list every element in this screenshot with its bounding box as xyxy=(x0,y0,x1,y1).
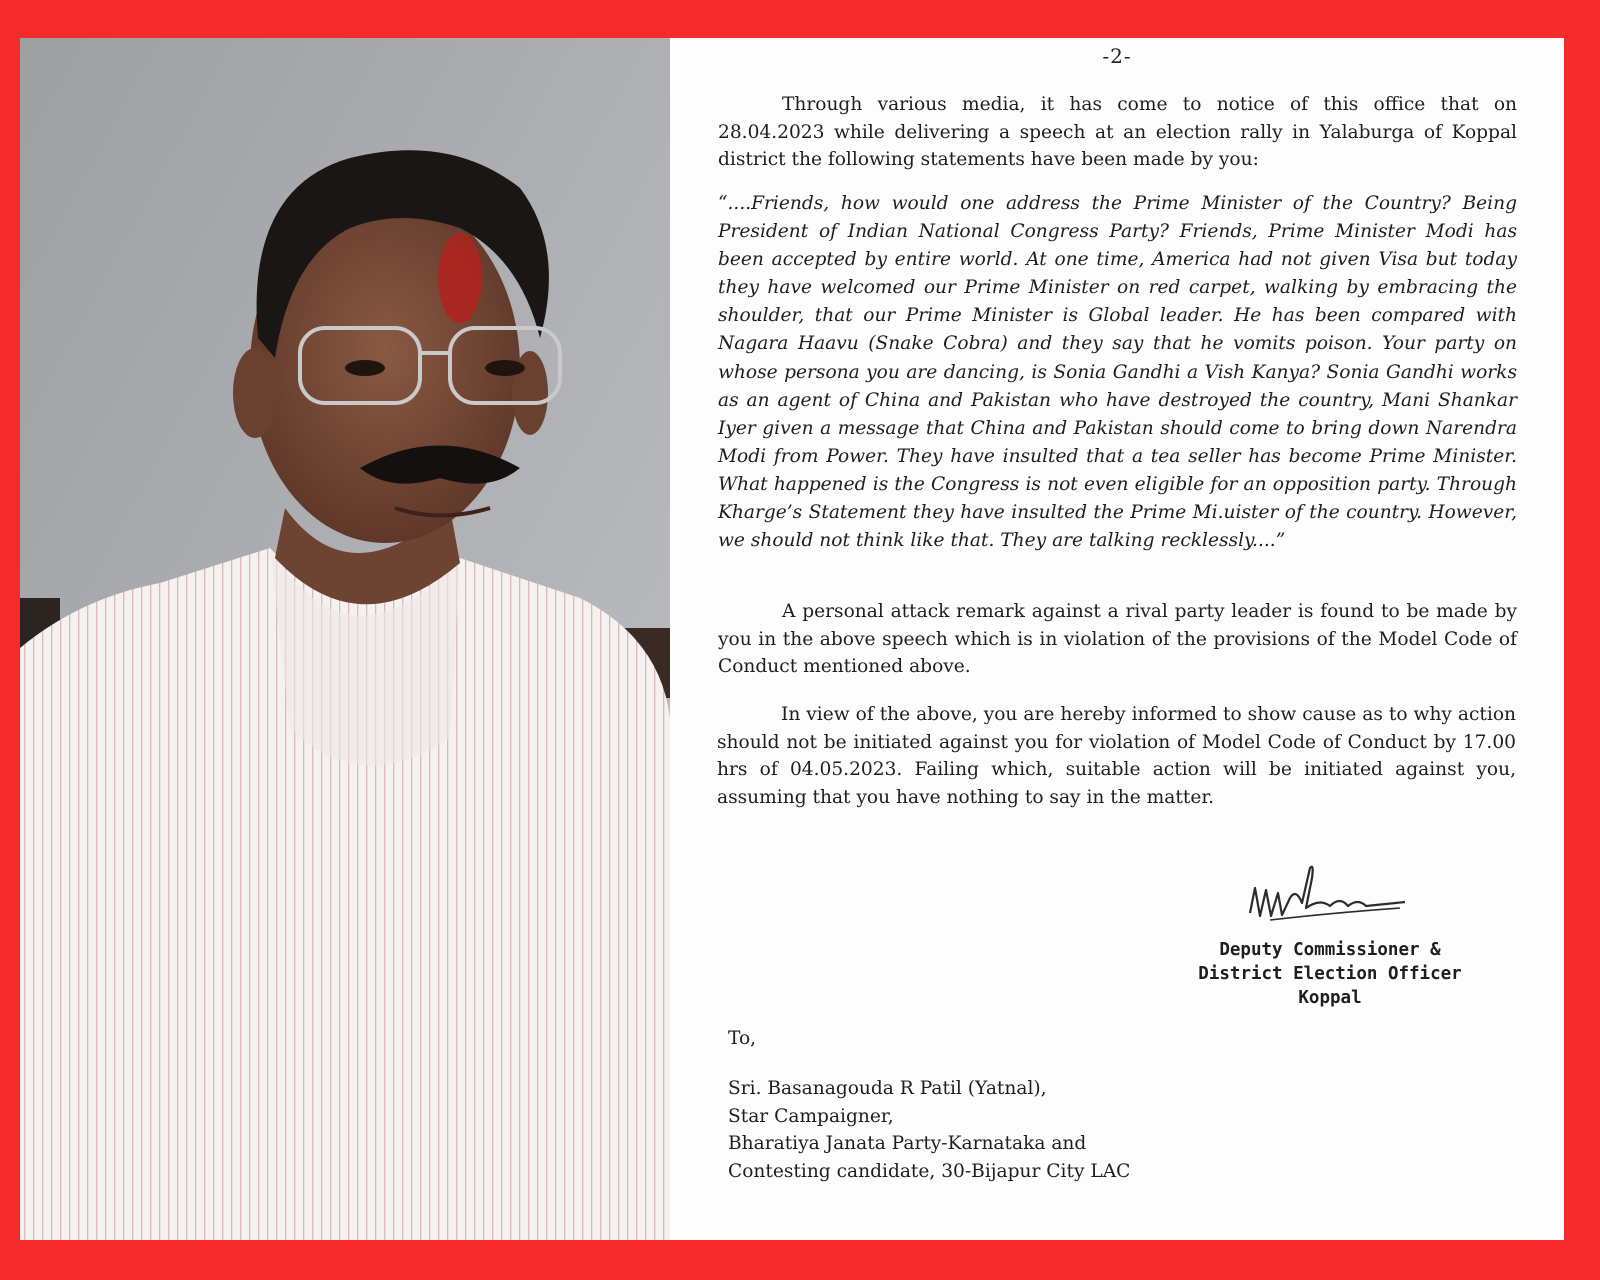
addressee-name: Sri. Basanagouda R Patil (Yatnal), xyxy=(728,1078,1047,1099)
addressee-block xyxy=(728,1075,1130,1185)
paragraph-show-cause: In view of the above, you are hereby informed to show cause as to why action should not be initiated against you for violation of Model Code of Conduct by 17.00 hrs of 04.05.2023. Failing which, suitable action will be initiated against you, assuming that you have nothing to say in the matter. xyxy=(717,704,1516,808)
page-number: -2- xyxy=(1102,44,1132,68)
paragraph-intro: Through various media, it has come to notice of this office that on 28.04.2023 while delivering a speech at an election rally in Yalaburga of Koppal district the following statements have been made by you: xyxy=(718,94,1517,171)
paragraph-violation: A personal attack remark against a rival party leader is found to be made by you in the above speech which is in violation of the provisions of the Model Code of Conduct mentioned above. xyxy=(718,601,1517,678)
addressee-party: Bharatiya Janata Party-Karnataka and xyxy=(728,1133,1087,1154)
addressee-role: Star Campaigner, xyxy=(728,1105,894,1127)
letter-page xyxy=(670,38,1564,1240)
addressee-constituency: Contesting candidate, 30-Bijapur City LAC xyxy=(728,1160,1131,1182)
to-label: To, xyxy=(728,1028,757,1049)
signatory-title-2: District Election Officer xyxy=(1198,964,1462,984)
portrait-photo xyxy=(20,38,670,1240)
quoted-speech: “....Friends, how would one address the Prime Minister of the Country? Being President of Indian National Congress Party? Friends, Prime Minister Modi has been accepted by entire world. At one time, America had not given Visa but today they have welcomed our Prime Minister on red carpet, walking by embracing the shoulder, that our Prime Minister is Global leader. He has been compared with Nagara Haavu (Snake Cobra) and they say that he vomits poison. Your party on whose persona you are dancing, is Sonia Gandhi a Vish Kanya? Sonia Gandhi works as an agent of China and Pakistan who have destroyed the country, Mani Shankar Iyer given a message that China and Pakistan should come to bring down Narendra Modi from Power. They have insulted that a tea seller has become Prime Minister. What happened is the Congress is not even eligible for an opposition party. Through Kharge’s Statement they have insulted the Prime Mi.uister of the country. However, we should not think like that. They are talking recklessly....” xyxy=(718,193,1517,552)
signature-block xyxy=(1170,858,1490,1010)
signatory-title-1: Deputy Commissioner & xyxy=(1219,940,1441,960)
signature-mark xyxy=(1170,858,1490,938)
signatory-location: Koppal xyxy=(1298,988,1362,1008)
